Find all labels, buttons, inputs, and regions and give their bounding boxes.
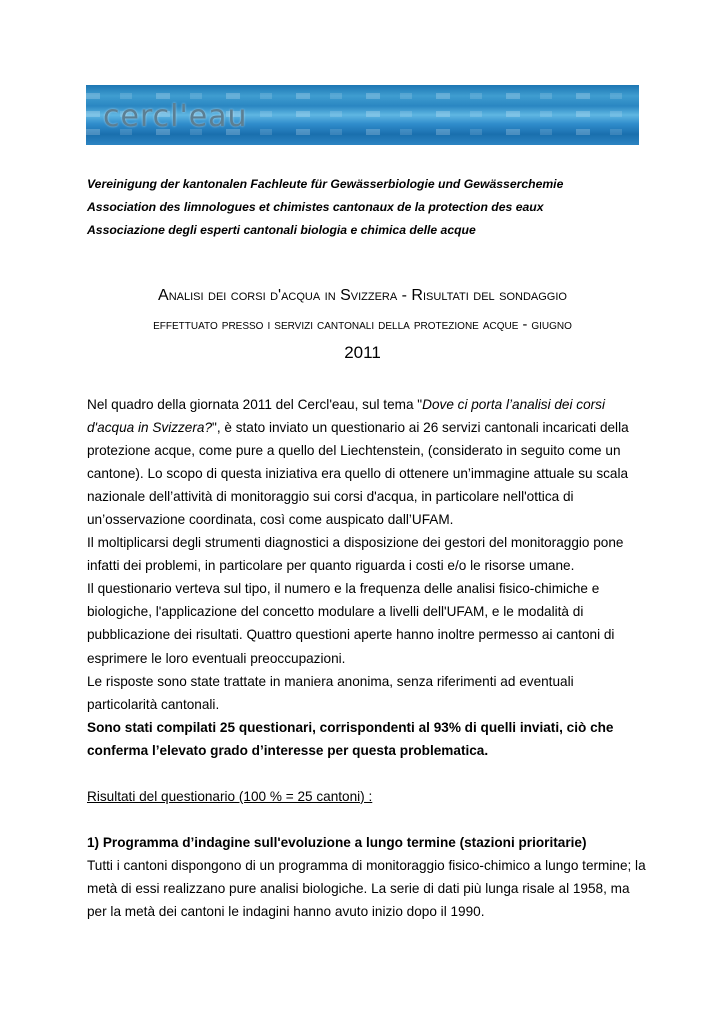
text-line (87, 416, 647, 439)
text-line: Il moltiplicarsi degli strumenti diagnostici a disposizione dei gestori del monitoraggio pone (87, 535, 624, 551)
text-line: Sono stati compilati 25 questionari, corrispondenti al 93% di quelli inviati, ciò che (87, 719, 614, 735)
survey-theme-italic: Dove ci porta l’analisi dei corsi (422, 397, 605, 412)
paragraph-anonymity (87, 670, 647, 716)
text-line: per la metà dei cantoni le indagini hanno avuto inizio dopo il 1990. (87, 903, 485, 919)
text-span: ", è stato inviato un questionario ai 26 servizi cantonali incaricati della (212, 420, 629, 436)
text-line: metà di essi realizzano pure analisi biologiche. La serie di dati più lunga risale al 1958, ma (87, 880, 630, 896)
text-line: biologiche, l'applicazione del concetto modulare a livelli dell'UFAM, e le modalità di (87, 604, 584, 620)
intro-paragraph (87, 393, 647, 531)
text-line: particolarità cantonali. (87, 696, 220, 712)
text-line: nazionale dell’attività di monitoraggio sui corsi d'acqua, in particolare nell'ottica di (87, 489, 574, 505)
section-1-heading: 1) Programma d’indagine sull'evoluzione a lungo termine (stazioni prioritarie) (87, 834, 587, 850)
spacer (87, 808, 647, 831)
text-line: pubblicazione dei risultati. Quattro questioni aperte hanno inoltre permesso ai cantoni di (87, 627, 615, 643)
document-title-year: 2011 (344, 343, 381, 362)
text-line: Il questionario verteva sul tipo, il numero e la frequenza delle analisi fisico-chimiche e (87, 581, 600, 597)
association-name-de: Vereinigung der kantonalen Fachleute für Gewässerbiologie und Gewässerchemie (87, 177, 564, 191)
text-line: protezione acque, come pure a quello del Liechtenstein, (considerato in seguito come un (87, 443, 621, 459)
section-1 (87, 831, 647, 923)
text-line: un’osservazione coordinata, così come auspicato dall’UFAM. (87, 512, 454, 528)
document-title-line-2: effettuato presso i servizi cantonali della protezione acque - giugno (153, 317, 572, 333)
text-line: Le risposte sono state trattate in maniera anonima, senza riferimenti ad eventuali (87, 673, 574, 689)
text-line: conferma l’elevato grado d’interesse per questa problematica. (87, 742, 489, 758)
paragraph-diagnostic-tools (87, 531, 647, 577)
text-line: infatti dei problemi, in particolare per quanto riguarda i costi e/o le risorse umane. (87, 558, 575, 574)
text-line (87, 393, 647, 416)
text-line: cantone). Lo scopo di questa iniziativa era quello di ottenere un’immagine attuale su scala (87, 466, 629, 482)
spacer (87, 762, 647, 785)
text-span: Nel quadro della giornata 2011 del Cercl'eau, sul tema " (87, 397, 423, 412)
association-name-it: Associazione degli esperti cantonali biologia e chimica delle acque (87, 223, 476, 237)
results-heading (87, 785, 647, 808)
cercleau-logo: cercl'eau (103, 99, 248, 134)
text-line: Tutti i cantoni dispongono di un programma di monitoraggio fisico-chimico a lungo termine; la (87, 857, 646, 873)
document-title-line-1: Analisi dei corsi d'acqua in Svizzera - Risultati del sondaggio (158, 287, 567, 304)
paragraph-questionnaire-scope (87, 577, 647, 669)
header-banner (86, 85, 639, 145)
text-line: esprimere le loro eventuali preoccupazioni. (87, 650, 346, 666)
document-body (87, 393, 647, 923)
text-line: Risultati del questionario (100 % = 25 cantoni) : (87, 788, 373, 804)
association-name-fr: Association des limnologues et chimistes cantonaux de la protection des eaux (87, 200, 544, 214)
paragraph-response-rate (87, 716, 647, 762)
survey-theme-italic: d'acqua in Svizzera? (87, 420, 213, 436)
